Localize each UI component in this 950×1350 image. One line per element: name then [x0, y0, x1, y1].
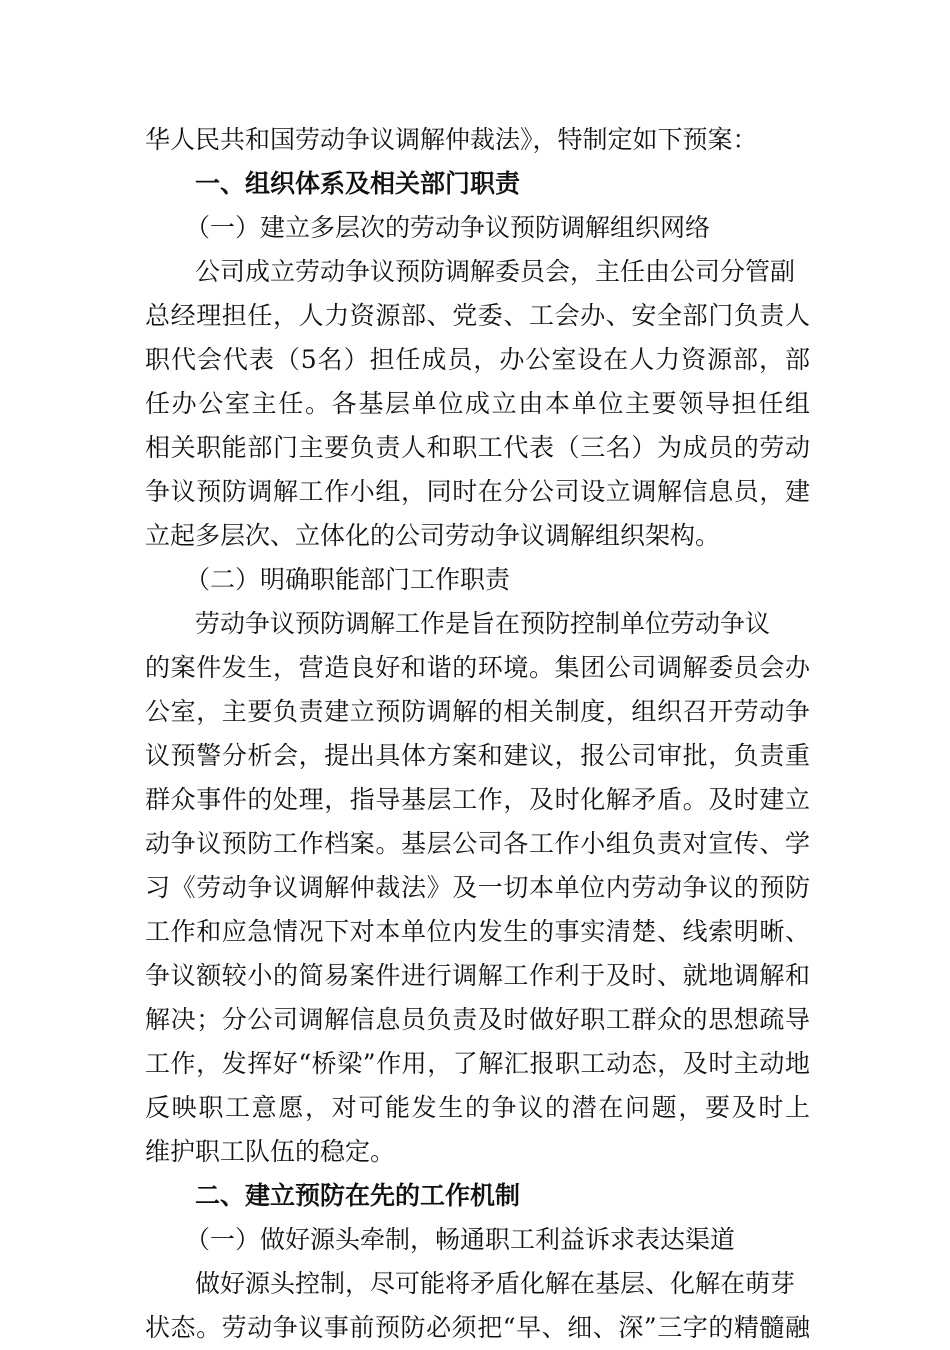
section-heading: 二、建立预防在先的工作机制: [195, 1181, 521, 1210]
paragraph-line: 状态。劳动争议事前预防必须把“早、细、深”三字的精髓融: [145, 1313, 810, 1342]
paragraph-line: 公室，主要负责建立预防调解的相关制度，组织召开劳动争: [145, 697, 810, 726]
paragraph-line: 华人民共和国劳动争议调解仲裁法》，特制定如下预案：: [145, 125, 758, 154]
paragraph-line: 维护职工队伍的稳定。: [145, 1137, 396, 1166]
paragraph-line: 相关职能部门主要负责人和职工代表（三名）为成员的劳动: [145, 433, 810, 462]
paragraph-line: 议预警分析会，提出具体方案和建议，报公司审批，负责重: [145, 741, 810, 770]
subsection-heading: （一）建立多层次的劳动争议预防调解组织网络: [185, 213, 711, 242]
paragraph-line: 职代会代表（5名）担任成员，办公室设在人力资源部，部: [145, 345, 810, 374]
paragraph-line: 争议额较小的简易案件进行调解工作利于及时、就地调解和: [145, 961, 810, 990]
paragraph-line: 劳动争议预防调解工作是旨在预防控制单位劳动争议: [195, 609, 771, 638]
paragraph-line: 做好源头控制，尽可能将矛盾化解在基层、化解在萌芽: [195, 1269, 796, 1298]
paragraph-line: 习《劳动争议调解仲裁法》及一切本单位内劳动争议的预防: [145, 873, 810, 902]
paragraph-line: 反映职工意愿，对可能发生的争议的潜在问题，要及时上: [145, 1093, 810, 1122]
paragraph-line: 工作和应急情况下对本单位内发生的事实清楚、线索明晰、: [145, 917, 810, 946]
paragraph-line: 的案件发生，营造良好和谐的环境。集团公司调解委员会办: [145, 653, 810, 682]
subsection-heading: （一）做好源头牵制，畅通职工利益诉求表达渠道: [185, 1225, 736, 1254]
paragraph-line: 争议预防调解工作小组，同时在分公司设立调解信息员，建: [145, 477, 810, 506]
paragraph-line: 任办公室主任。各基层单位成立由本单位主要领导担任组: [145, 389, 810, 418]
section-heading: 一、组织体系及相关部门职责: [195, 169, 521, 198]
paragraph-line: 工作，发挥好“桥梁”作用，了解汇报职工动态，及时主动地: [145, 1049, 810, 1078]
paragraph-line: 解决；分公司调解信息员负责及时做好职工群众的思想疏导: [145, 1005, 810, 1034]
paragraph-line: 总经理担任，人力资源部、党委、工会办、安全部门负责人: [145, 301, 810, 330]
paragraph-line: 群众事件的处理，指导基层工作，及时化解矛盾。及时建立: [145, 785, 810, 814]
paragraph-line: 公司成立劳动争议预防调解委员会，主任由公司分管副: [195, 257, 796, 286]
paragraph-line: 动争议预防工作档案。基层公司各工作小组负责对宣传、学: [145, 829, 810, 858]
subsection-heading: （二）明确职能部门工作职责: [185, 565, 511, 594]
paragraph-line: 立起多层次、立体化的公司劳动争议调解组织架构。: [145, 521, 721, 550]
document-body: [145, 118, 810, 1350]
